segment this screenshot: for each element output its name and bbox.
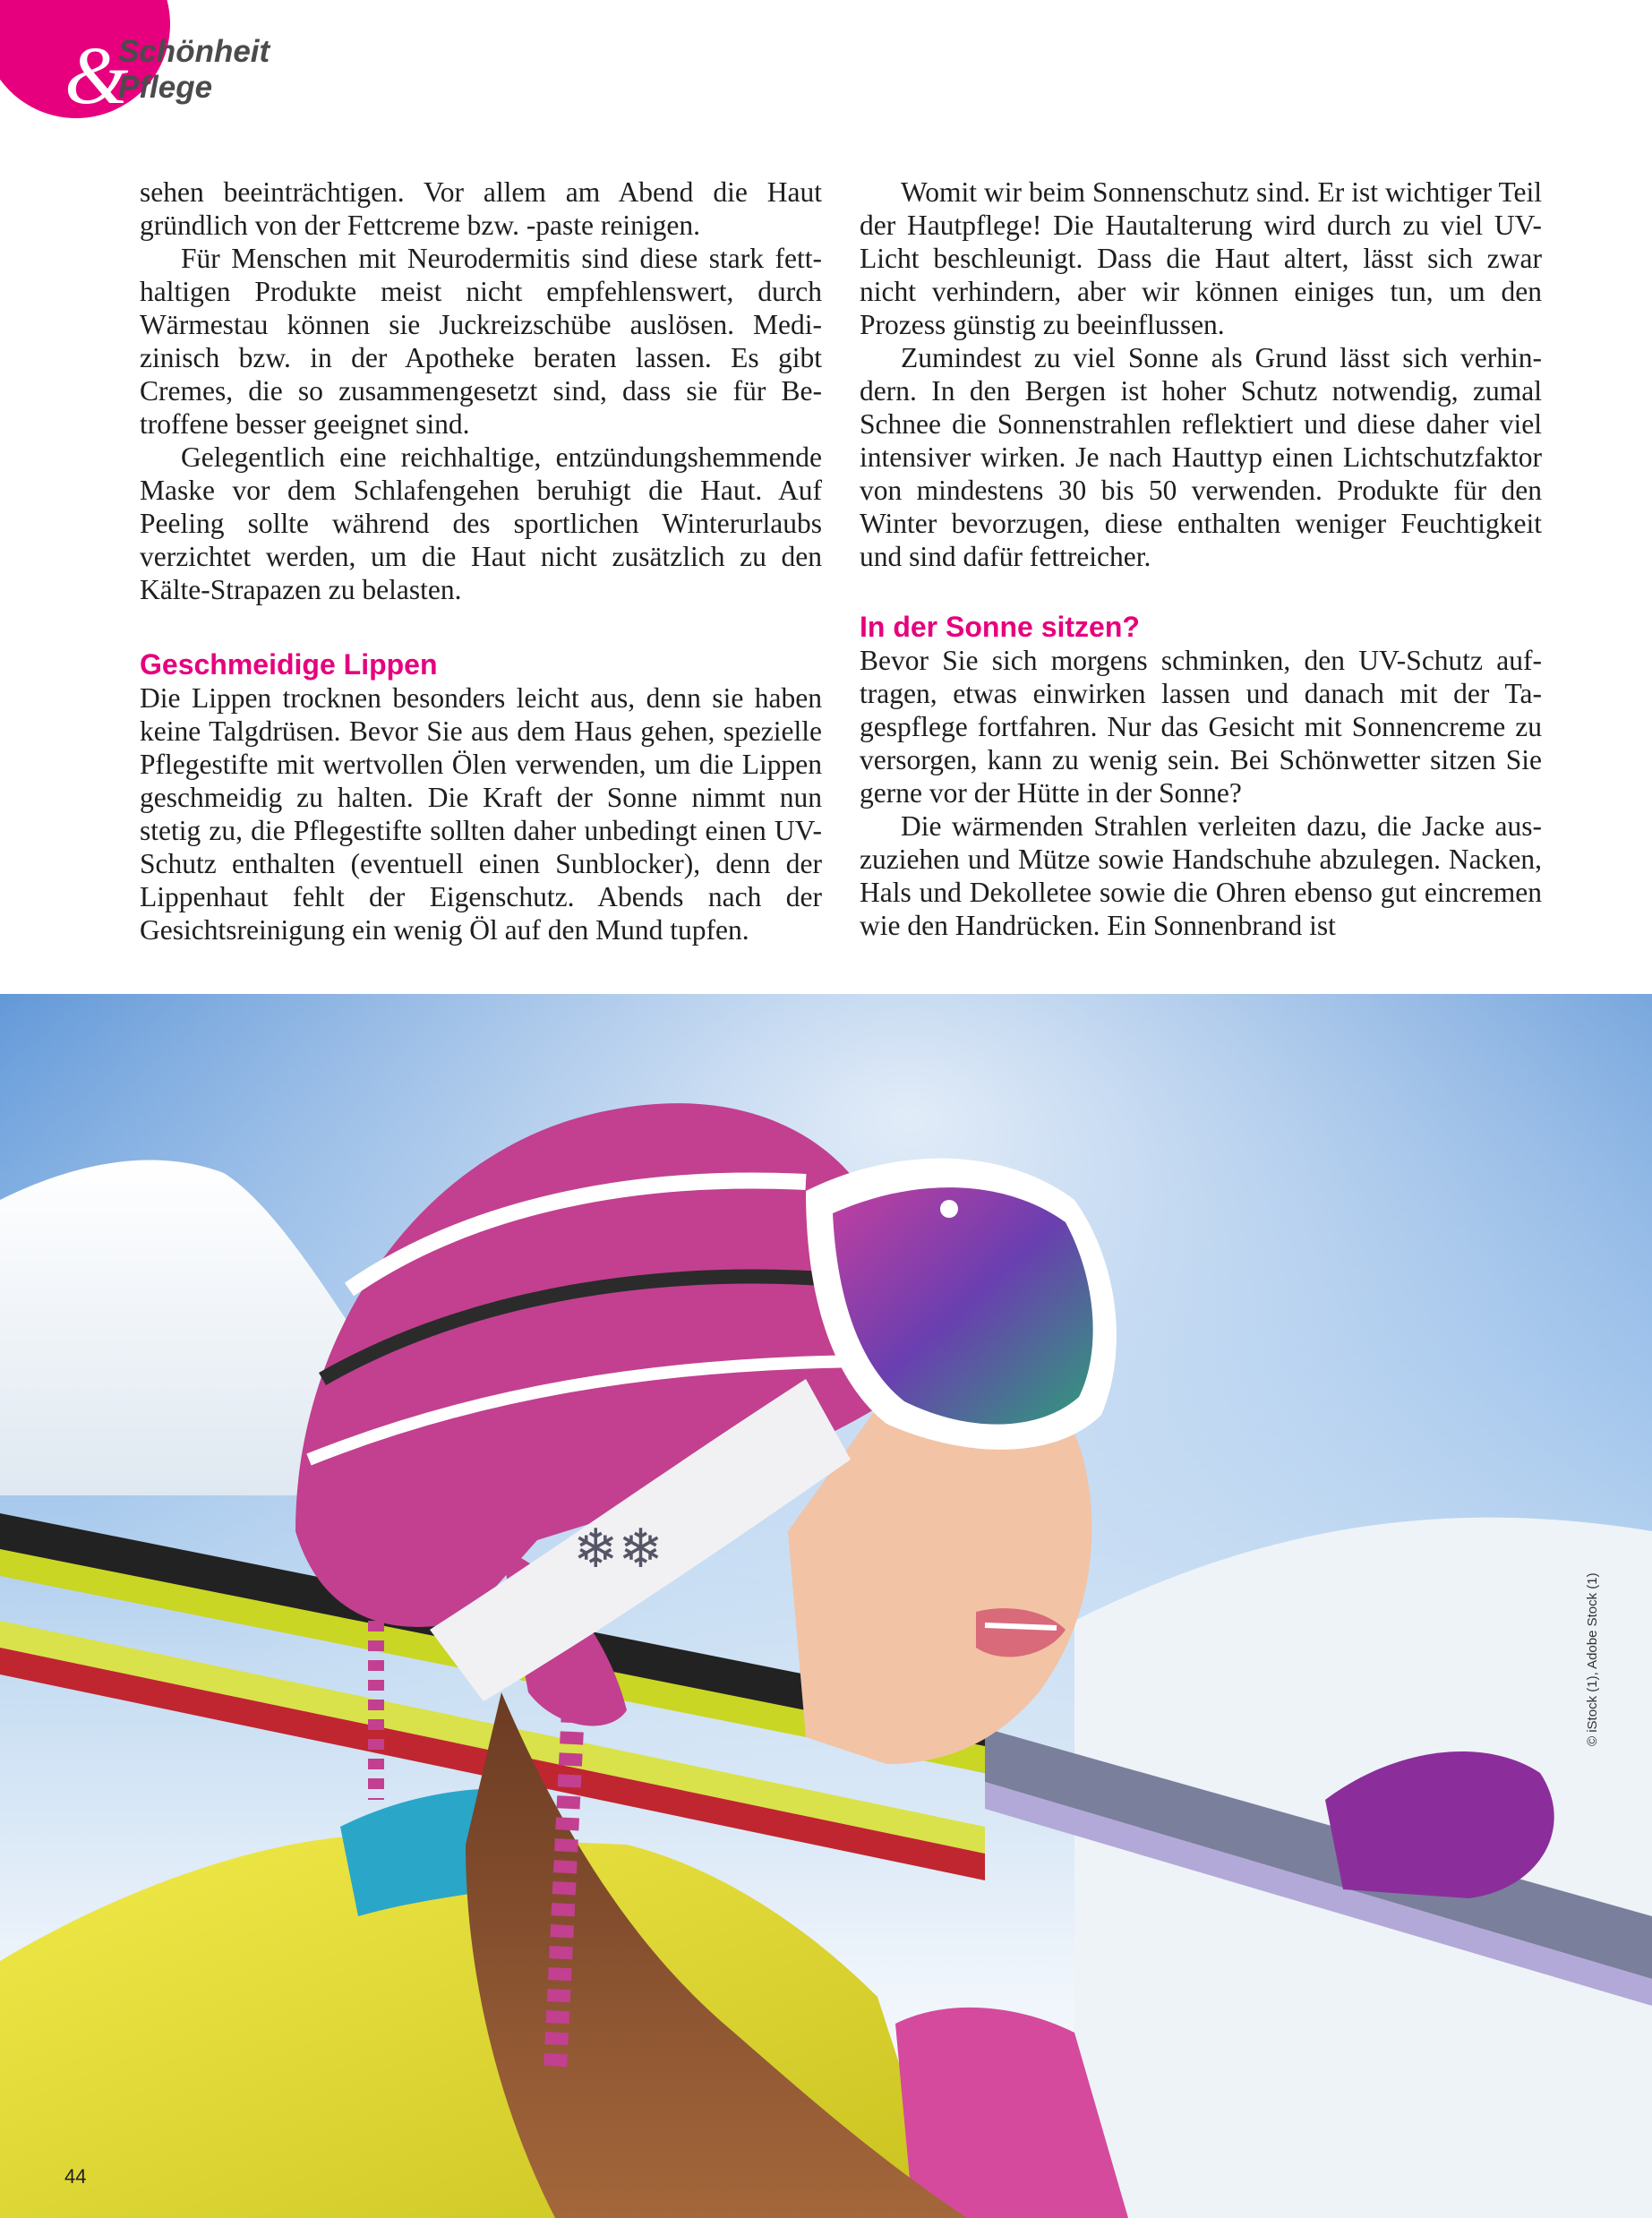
paragraph: Für Menschen mit Neurodermitis sind diese stark fetthaltigen Produkte meist nicht empfehlenswert, durch Wärmestau können sie Juckreizschübe auslösen. Medizinisch bzw. in der Apotheke beraten lassen. Es gibt Cremes, die so zusammengesetzt sind, dass sie für Betroffene besser geeignet sind.: [140, 243, 822, 440]
ampersand-logo: &: [64, 30, 129, 121]
ski-photo: [0, 994, 1652, 2218]
section-title-line1: Schönheit: [118, 34, 270, 69]
paragraph: Gelegentlich eine reichhaltige, entzündungshemmende Maske vor dem Schlafengehen beruhigt die Haut. Auf Peeling sollte während des sportlichen Winterurlaubs verzichtet werden, um die Haut nicht zusätzlich zu den Kälte-Strapazen zu belasten.: [140, 441, 822, 605]
left-column: [140, 176, 822, 946]
paragraph: Die Lippen trocknen besonders leicht aus, denn sie haben keine Talgdrüsen. Bevor Sie aus dem Haus gehen, spezielle Pflegestifte mit wertvollen Ölen verwenden, um die Lippen geschmeidig zu halten. Die Kraft der Sonne nimmt nun stetig zu, die Pflegestifte sollten daher unbedingt einen UV-Schutz enthalten (eventuell einen Sunblocker), denn der Lippenhaut fehlt der Eigenschutz. Abends nach der Gesichtsreinigung ein wenig Öl auf den Mund tupfen.: [140, 682, 822, 946]
teeth: [985, 1625, 1057, 1628]
paragraph: Bevor Sie sich morgens schminken, den UV-Schutz auftragen, etwas einwirken lassen und danach mit der Tagespflege fortfahren. Nur das Gesicht mit Sonnencreme zu versorgen, kann zu wenig sein. Bei Schönwetter sitzen Sie gerne vor der Hütte in der Sonne?: [860, 645, 1542, 809]
paragraph: Womit wir beim Sonnenschutz sind. Er ist wichtiger Teil der Hautpflege! Die Hautalterung wird durch zu viel UV-Licht beschleunigt. Dass die Haut altert, lässt sich zwar nicht verhindern, aber wir können einiges tun, um den Prozess günstig zu beeinflussen.: [860, 176, 1542, 340]
subheading-lips: Geschmeidige Lippen: [140, 648, 438, 681]
right-column: [860, 176, 1542, 942]
page-number: 44: [64, 2165, 87, 2188]
photo-credit: © iStock (1), Adobe Stock (1): [1585, 1572, 1600, 1746]
paragraph: sehen beeinträchtigen. Vor allem am Abend die Haut gründlich von der Fettcreme bzw. -paste reinigen.: [140, 176, 822, 241]
section-title: [118, 34, 270, 106]
snowflake-icon: ❄❄: [573, 1518, 663, 1580]
paragraph: Die wärmenden Strahlen verleiten dazu, die Jacke auszuziehen und Mütze sowie Handschuhe abzulegen. Nacken, Hals und Dekolletee sowie die Ohren ebenso gut eincremen wie den Handrücken. Ein Sonnenbrand ist: [860, 810, 1542, 941]
section-title-line2: Pflege: [118, 70, 213, 105]
lens-sun-reflection: [940, 1200, 958, 1218]
subheading-sun: In der Sonne sitzen?: [860, 611, 1140, 643]
ski-photo-illustration: [0, 994, 1652, 2218]
paragraph: Zumindest zu viel Sonne als Grund lässt sich verhindern. In den Bergen ist hoher Schutz notwendig, zumal Schnee die Sonnenstrahlen reflektiert und diese daher viel intensiver wirken. Je nach Hauttyp einen Lichtschutzfaktor von mindestens 30 bis 50 verwenden. Produkte für den Winter bevorzugen, diese enthalten weniger Feuchtigkeit und sind dafür fettreicher.: [860, 342, 1542, 572]
